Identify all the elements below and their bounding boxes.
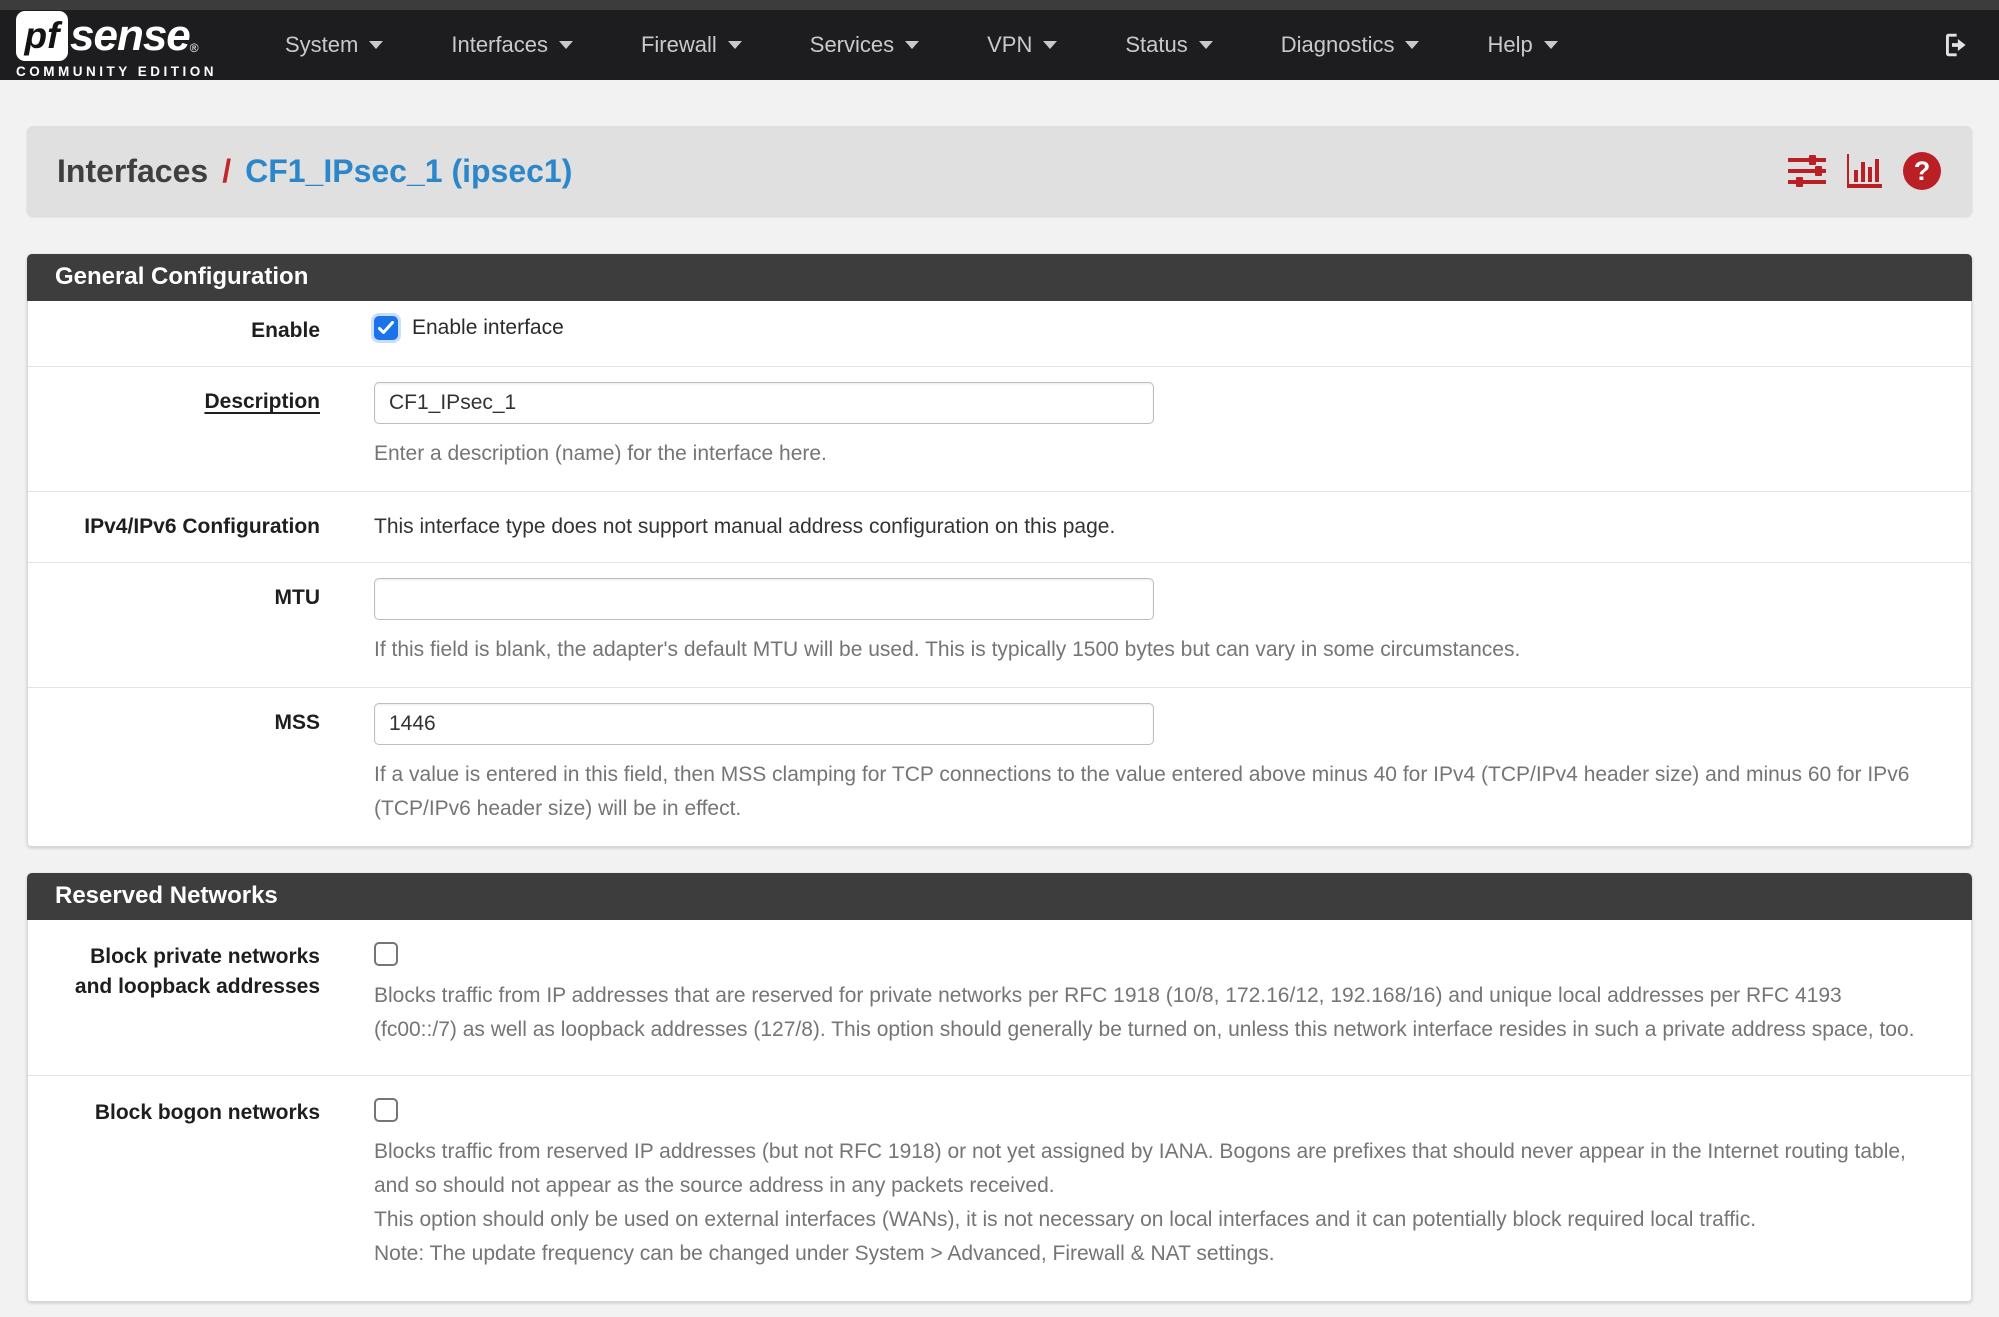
block-private-networks-help-text: Blocks traffic from IP addresses that are reserved for private networks per RFC 1918 (10/8, 172.16/12, 192.168/16) and unique local addresses per RFC 4193 (fc00::/7) as well as loopback addresses (127/8). This option should generally be turned on, unless this network interface resides in such a private address space, too. <box>374 984 1915 1041</box>
pf-logo-box <box>16 11 68 61</box>
enable-label: Enable <box>251 319 320 342</box>
enable-row <box>28 301 1971 367</box>
description-label: Description <box>204 390 320 413</box>
chevron-down-icon <box>1544 41 1558 49</box>
block-bogon-networks-row <box>28 1076 1971 1301</box>
panel-title: General Configuration <box>27 254 1972 301</box>
nav-item-interfaces[interactable] <box>417 10 607 80</box>
nav-item-label: Help <box>1487 32 1533 57</box>
nav-item-label: Status <box>1125 32 1188 57</box>
block-private-networks-checkbox[interactable] <box>374 942 398 966</box>
block-bogon-networks-label: Block bogon networks <box>94 1101 320 1124</box>
nav-item-label: Services <box>809 32 895 57</box>
nav-item-label: Firewall <box>640 32 717 57</box>
mtu-label: MTU <box>274 586 320 609</box>
description-row <box>28 367 1971 492</box>
nav-item-help[interactable] <box>1453 10 1591 80</box>
nav-item-services[interactable] <box>776 10 953 80</box>
chevron-down-icon <box>369 41 383 49</box>
sense-logo-text: sense <box>70 11 190 60</box>
nav-item-vpn[interactable] <box>953 10 1091 80</box>
chevron-down-icon <box>905 41 919 49</box>
ip-configuration-text: This interface type does not support manual address configuration on this page. <box>374 515 1116 538</box>
nav-item-label: Interfaces <box>451 32 548 57</box>
related-settings-sliders-icon[interactable] <box>1788 154 1826 188</box>
ip-configuration-row <box>28 492 1971 563</box>
bogon-help-paragraph-3: Note: The update frequency can be changed under System > Advanced, Firewall & NAT settings. <box>374 1242 1275 1265</box>
description-input[interactable] <box>374 382 1154 424</box>
pf-logo-text: pf <box>24 15 60 56</box>
bogon-help-paragraph-2: This option should only be used on external interfaces (WANs), it is not necessary on local interfaces and it can potentially block required local traffic. <box>374 1208 1757 1231</box>
description-help-text: Enter a description (name) for the interface here. <box>374 442 827 465</box>
breadcrumb <box>57 153 572 190</box>
enable-interface-checkbox-label: Enable interface <box>412 316 564 339</box>
pfsense-logo[interactable] <box>16 11 251 79</box>
mss-label: MSS <box>274 711 320 734</box>
nav-item-label: System <box>285 32 359 57</box>
breadcrumb-section: Interfaces <box>57 152 209 189</box>
window-top-strip <box>0 0 1999 10</box>
ip-configuration-label: IPv4/IPv6 Configuration <box>84 515 320 538</box>
breadcrumb-separator: / <box>222 152 232 189</box>
registered-mark: ® <box>189 41 199 55</box>
chevron-down-icon <box>1199 41 1213 49</box>
nav-item-label: VPN <box>987 32 1033 57</box>
bogon-help-paragraph-1: Blocks traffic from reserved IP addresses (but not RFC 1918) or not yet assigned by IANA. Bogons are prefixes that should never appear in the Internet routing table, and so should not appear as the source address in any packets received. <box>374 1140 1906 1197</box>
general-configuration-panel <box>27 254 1972 847</box>
chevron-down-icon <box>559 41 573 49</box>
nav-menu <box>251 10 1592 80</box>
block-private-networks-row <box>28 920 1971 1076</box>
mss-help-text: If a value is entered in this field, then MSS clamping for TCP connections to the value entered above minus 40 for IPv4 (TCP/IPv4 header size) and minus 60 for IPv6 (TCP/IPv6 header size) will be in effect. <box>374 763 1910 820</box>
mtu-help-text: If this field is blank, the adapter's default MTU will be used. This is typically 1500 bytes but can vary in some circumstances. <box>374 638 1521 661</box>
panel-title: Reserved Networks <box>27 873 1972 920</box>
block-bogon-networks-help-text <box>374 1135 1919 1271</box>
reserved-networks-panel <box>27 873 1972 1302</box>
sign-out-icon[interactable] <box>1941 30 1971 60</box>
chevron-down-icon <box>728 41 742 49</box>
status-chart-icon[interactable] <box>1846 154 1882 188</box>
mss-input[interactable] <box>374 703 1154 745</box>
breadcrumb-bar <box>27 126 1972 216</box>
enable-interface-checkbox[interactable] <box>374 316 398 340</box>
mss-row <box>28 688 1971 846</box>
community-edition-tagline: COMMUNITY EDITION <box>16 64 217 79</box>
block-private-networks-label: Block private networks and loopback addresses <box>74 945 320 998</box>
mtu-row <box>28 563 1971 688</box>
help-question-icon[interactable] <box>1902 151 1942 191</box>
nav-item-system[interactable] <box>251 10 417 80</box>
nav-item-status[interactable] <box>1091 10 1246 80</box>
chevron-down-icon <box>1405 41 1419 49</box>
block-bogon-networks-checkbox[interactable] <box>374 1098 398 1122</box>
main-navbar <box>0 10 1999 80</box>
mtu-input[interactable] <box>374 578 1154 620</box>
nav-item-diagnostics[interactable] <box>1247 10 1454 80</box>
nav-item-label: Diagnostics <box>1280 32 1395 57</box>
svg-text:?: ? <box>1913 156 1931 186</box>
breadcrumb-page-link[interactable]: CF1_IPsec_1 (ipsec1) <box>245 152 573 189</box>
chevron-down-icon <box>1043 41 1057 49</box>
nav-item-firewall[interactable] <box>607 10 776 80</box>
